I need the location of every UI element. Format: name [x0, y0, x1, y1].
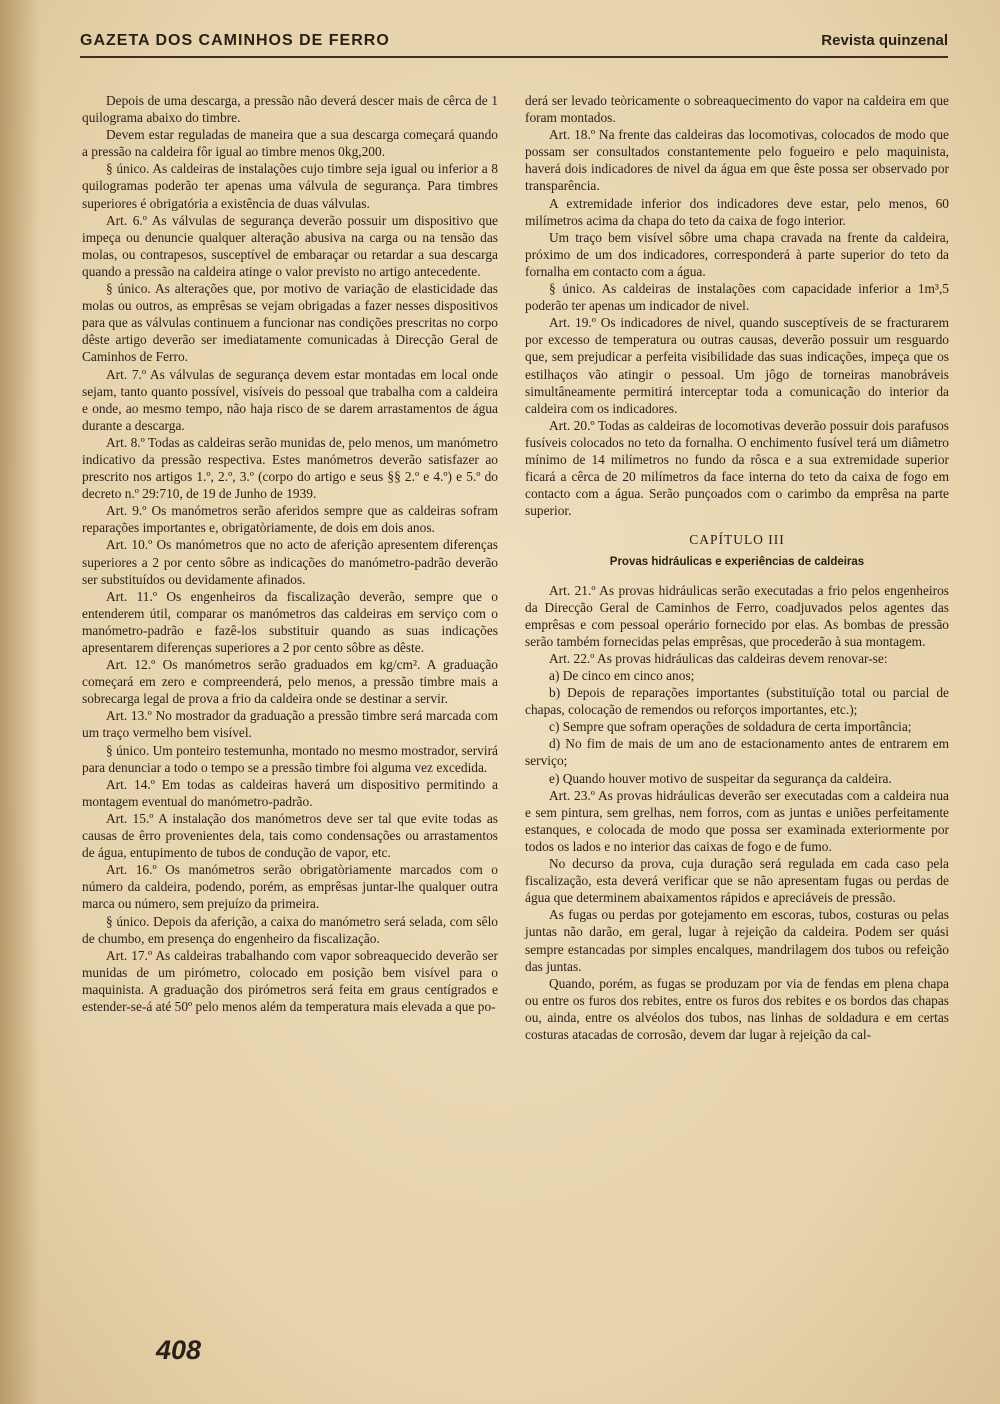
journal-frequency: Revista quinzenal — [821, 32, 948, 49]
page-number: 408 — [156, 1335, 202, 1365]
paragraph: Art. 22.º As provas hidráulicas das caldeiras devem renovar-se: — [549, 650, 888, 666]
paragraph: Art. 18.º Na frente das caldeiras das locomotivas, colocados de modo que possam ser consultados constantemente pelo fogueiro e pelo maquinista, haverá dois indicadores de nivel da água em que êste possa ser observado por transparência. — [525, 127, 949, 194]
left-column — [82, 92, 498, 1015]
journal-title: GAZETA DOS CAMINHOS DE FERRO — [80, 32, 390, 49]
paragraph: As fugas ou perdas por gotejamento em escoras, tubos, costuras ou pelas juntas não darão, em geral, lugar à rejeição da caldeira. Podem ser quási sempre estancadas por simples encalques, mandrilagem dos tubos ou refeição das juntas. — [525, 907, 949, 974]
right-column — [525, 92, 949, 1043]
paragraph: Art. 9.º Os manómetros serão aferidos sempre que as caldeiras sofram reparações importantes e, obrigatòriamente, de dois em dois anos. — [82, 503, 498, 536]
paragraph: Art. 6.º As válvulas de segurança deverão possuir um dispositivo que impeça ou denuncie qualquer alteração abusiva na carga ou na tensão das molas, ou contrapesos, susceptível de embaraçar ou retardar a sua descarga quando a pressão na caldeira atinge o valor previsto no artigo antecedente. — [82, 212, 498, 279]
paragraph: Art. 16.º Os manómetros serão obrigatòriamente marcados com o número da caldeira, podendo, porém, as emprêsas juntar-lhe qualquer outra marca ou número, sem prejuízo da primeira. — [82, 862, 498, 912]
paragraph: Art. 11.º Os engenheiros da fiscalização deverão, sempre que o entenderem útil, comparar os manómetros das caldeiras em serviço com o manómetro-padrão e fazê-los substituir quando as suas indicações apresentarem diferenças superiores a 2 por cento sôbre as dêste. — [82, 588, 498, 655]
list-item: e) Quando houver motivo de suspeitar da segurança da caldeira. — [549, 770, 892, 786]
paragraph: Art. 15.º A instalação dos manómetros deve ser tal que evite todas as causas de êrro provenientes dela, tais como condensações ou arrastamentos de água, entupimento de tubos de condução de vapor, etc. — [82, 810, 498, 861]
paragraph: Art. 7.º As válvulas de segurança devem estar montadas em local onde sejam, tanto quanto possível, visíveis do pessoal que trabalha com a caldeira e onde, ao mesmo tempo, não haja risco de se darem arrastamentos de água durante a descarga. — [82, 366, 498, 433]
paragraph: Art. 19.º Os indicadores de nivel, quando susceptíveis de se fracturarem por excesso de temperatura ou outras causas, deverão possuir um resguardo que, sem prejudicar a perfeita visibilidade das suas indicações, impeça que os estilhaços vão atingir o pessoal. Um jôgo de torneiras manobráveis simultâneamente permitirá interceptar toda a comunicação do interior da caldeira com os indicadores. — [525, 315, 949, 416]
page-header — [80, 30, 948, 58]
paragraph: Art. 13.º No mostrador da graduação a pressão timbre será marcada com um traço vermelho bem visível. — [82, 708, 498, 741]
paragraph: derá ser levado teòricamente o sobreaquecimento do vapor na caldeira em que foram montados. — [525, 93, 949, 126]
paragraph: Art. 10.º Os manómetros que no acto de aferição apresentem diferenças superiores a 2 por cento sôbre as indicações do manómetro-padrão deverão ser substituídos ou devidamente afinados. — [82, 537, 498, 587]
paragraph: Art. 20.º Todas as caldeiras de locomotivas deverão possuir dois parafusos fusíveis colocados no teto da fornalha. O enchimento fusível terá um diâmetro mínimo de 14 milímetros no fundo da rôsca e a sua extremidade superior ficará a cêrca de 20 milímetros da face interna do teto da caixa de fogo em contacto com a água. Serão punçoados com o carimbo da emprêsa na parte superior. — [525, 417, 949, 519]
paragraph: Art. 21.º As provas hidráulicas serão executadas a frio pelos engenheiros da Direcção Geral de Caminhos de Ferro, coadjuvados pelos agentes das emprêsas e com pessoal operário fornecido por elas. As bombas de pressão serão também fornecidas pelas emprêsas, que procederão à sua montagem. — [525, 582, 949, 649]
list-item: c) Sempre que sofram operações de soldadura de certa importância; — [549, 719, 912, 735]
paragraph: Um traço bem visível sôbre uma chapa cravada na frente da caldeira, próximo de um dos indicadores, corresponderá à parte superior do teto da fornalha em contacto com a água. — [525, 229, 949, 279]
paragraph: § único. As alterações que, por motivo de variação de elasticidade das molas ou outros, as emprêsas se vejam obrigadas a fazer nesses dispositivos para que as válvulas continuem a funcionar nas condições prescritas no corpo dêste artigo deverão ser imediatamente comunicadas à Direcção Geral de Caminhos de Ferro. — [82, 281, 498, 365]
list-item: a) De cinco em cinco anos; — [549, 668, 695, 683]
paragraph: § único. Depois da aferição, a caixa do manómetro será selada, com sêlo de chumbo, em presença do engenheiro da fiscalização. — [82, 913, 498, 946]
list-item: d) No fim de mais de um ano de estacionamento antes de entrarem em serviço; — [525, 736, 949, 769]
chapter-title: CAPÍTULO III — [689, 532, 785, 548]
list-item: b) Depois de reparações importantes (substituïção total ou parcial de chapas, colocação de remendos ou reforços importantes, etc.); — [525, 685, 949, 718]
paragraph: Art. 8.º Todas as caldeiras serão munidas de, pelo menos, um manómetro indicativo da pressão respectiva. Estes manómetros deverão satisfazer ao prescrito nos artigos 1.º, 2.º, 3.º (corpo do artigo e seus §§ 2.º e 4.º) e 5.º do decreto n.º 29:710, de 19 de Junho de 1939. — [82, 434, 498, 502]
paragraph: Depois de uma descarga, a pressão não deverá descer mais de cêrca de 1 quilograma abaixo do timbre. — [82, 93, 498, 126]
section-title: Provas hidráulicas e experiências de caldeiras — [609, 556, 865, 569]
paragraph: § único. As caldeiras de instalações cujo timbre seja igual ou inferior a 8 quilogramas poderão ter apenas uma válvula de segurança. Para timbres superiores é obrigatória a existência de duas válvulas. — [82, 161, 498, 211]
paragraph: Art. 23.º As provas hidráulicas deverão ser executadas com a caldeira nua e sem pintura, sem grelhas, nem forros, com as juntas e uniões perfeitamente estanques, e colocada de modo que possa ser examinada exteriormente por todos os lados e no interior das caixas de fogo e de fumo. — [525, 787, 949, 854]
binding-shadow — [0, 0, 40, 1404]
paragraph: Art. 17.º As caldeiras trabalhando com vapor sobreaquecido deverão ser munidas de um pirómetro, colocado em posição bem visível para o maquinista. A graduação dos pirómetros será feita em graus centígrados e estender-se-á até 50º pelo menos além da temperatura mais elevada a que po- — [82, 947, 498, 1014]
paragraph: A extremidade inferior dos indicadores deve estar, pelo menos, 60 milímetros acima da chapa do teto da caixa de fogo interior. — [525, 195, 949, 228]
paragraph: § único. Um ponteiro testemunha, montado no mesmo mostrador, servirá para denunciar a todo o tempo se a pressão timbre foi alguma vez excedida. — [82, 742, 498, 775]
paragraph: Quando, porém, as fugas se produzam por via de fendas em plena chapa ou entre os furos dos rebites, entre os furos dos rebites e os bordos das chapas ou, ainda, entre os alvéolos dos tubos, nas linhas de soldadura e em certas costuras atacadas de corrosão, devem dar lugar à rejeição da cal- — [525, 975, 949, 1042]
paragraph: No decurso da prova, cuja duração será regulada em cada caso pela fiscalização, esta deverá verificar que se não apresentam fugas ou perdas de água que determinem abaixamentos rápidos e apreciáveis de pressão. — [525, 856, 949, 906]
paragraph: § único. As caldeiras de instalações com capacidade inferior a 1m³,5 poderão ter apenas um indicador de nivel. — [525, 281, 949, 314]
paragraph: Art. 12.º Os manómetros serão graduados em kg/cm². A graduação começará em zero e compreenderá, pelo menos, a pressão timbre mais a sobrecarga legal de prova a frio da caldeira onde se destinar a servir. — [82, 657, 498, 707]
paragraph: Devem estar reguladas de maneira que a sua descarga começará quando a pressão na caldeira fôr igual ao timbre menos 0kg,200. — [82, 127, 498, 160]
paragraph: Art. 14.º Em todas as caldeiras haverá um dispositivo permitindo a montagem eventual do manómetro-padrão. — [82, 776, 498, 809]
